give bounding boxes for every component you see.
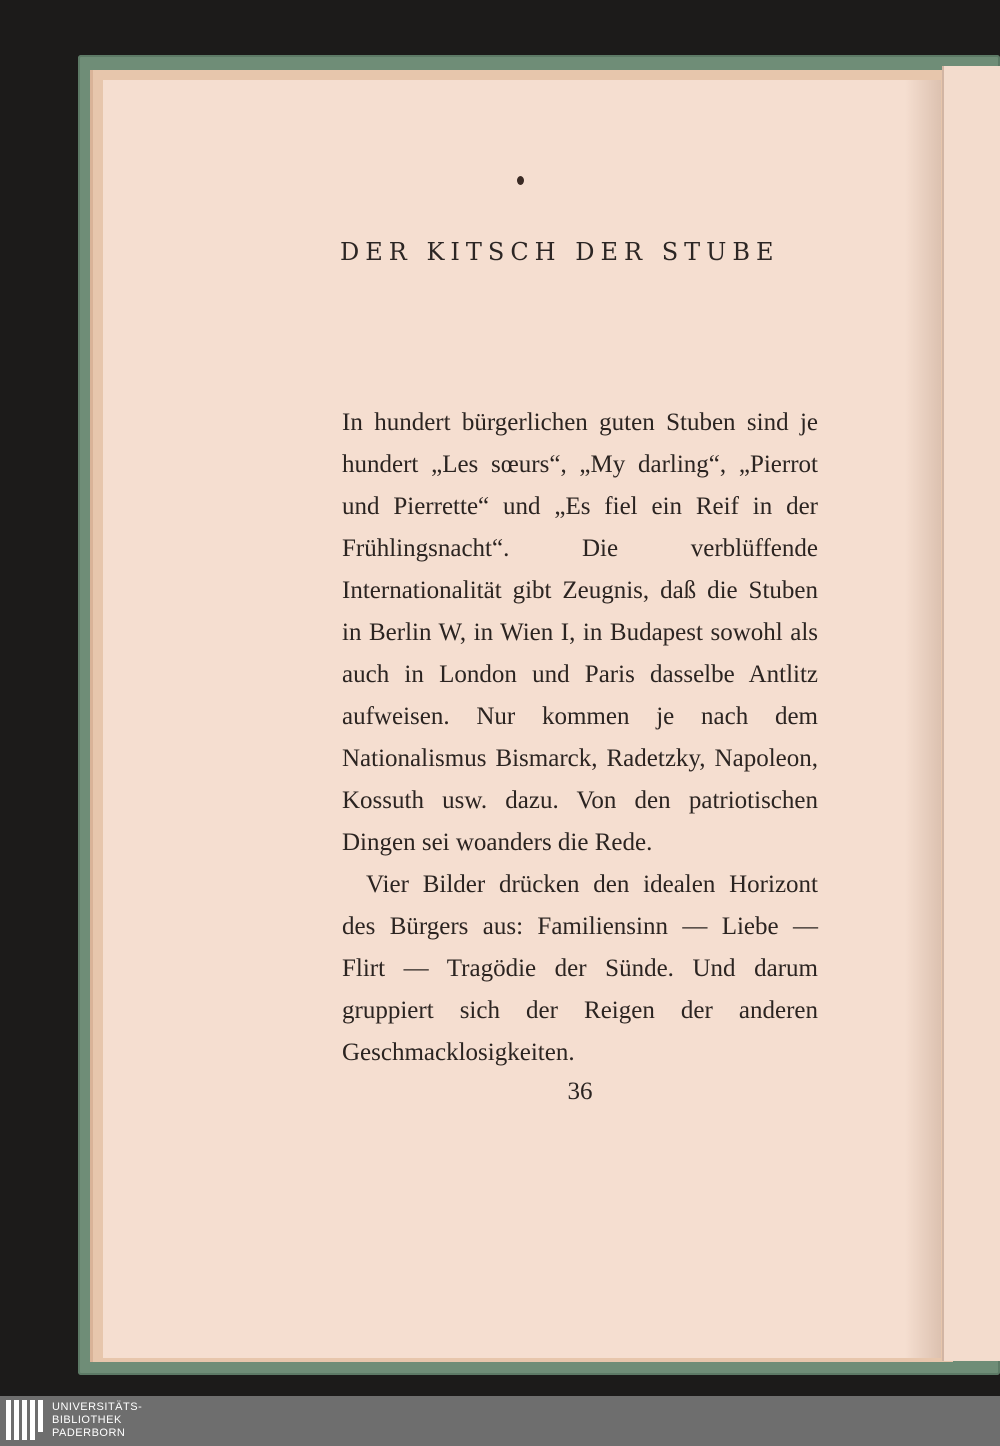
library-logo-text — [52, 1401, 142, 1440]
page-number: 36 — [567, 1078, 593, 1105]
library-logo-icon — [6, 1400, 46, 1442]
logo-line-2: BIBLIOTHEK — [52, 1414, 122, 1426]
gutter-shadow — [905, 80, 941, 1358]
logo-line-3: PADERBORN — [52, 1427, 126, 1439]
chapter-heading: DER KITSCH DER STUBE — [340, 238, 780, 266]
paragraph-1: In hundert bürgerlichen guten Stuben sind je hundert „Les sœurs“, „My darling“, „Pierrot und Pierrette“ und „Es fiel ein Reif in der Frühlingsnacht“. Die verblüffende Internationalität gibt Zeugnis, daß die Stuben in Berlin W, in Wien I, in Budapest sowohl als auch in London und Paris dasselbe Antlitz aufweisen. Nur kommen je nach dem Nationalismus Bismarck, Radetzky, Napoleon, Kossuth usw. dazu. Von den patriotischen Dingen sei woanders die Rede. — [342, 409, 818, 856]
logo-line-1: UNIVERSITÄTS- — [52, 1401, 143, 1413]
paragraph-2: Vier Bilder drücken den idealen Horizont des Bürgers aus: Familiensinn — Liebe — Flirt — Tragödie der Sünde. Und darum gruppiert sich der Reigen der anderen Geschmacklosigkeiten. — [342, 871, 818, 1066]
ornament-dot — [517, 176, 524, 185]
body-text — [342, 402, 818, 1074]
facing-page-edge — [942, 66, 1000, 1361]
library-footer — [0, 1396, 1000, 1446]
